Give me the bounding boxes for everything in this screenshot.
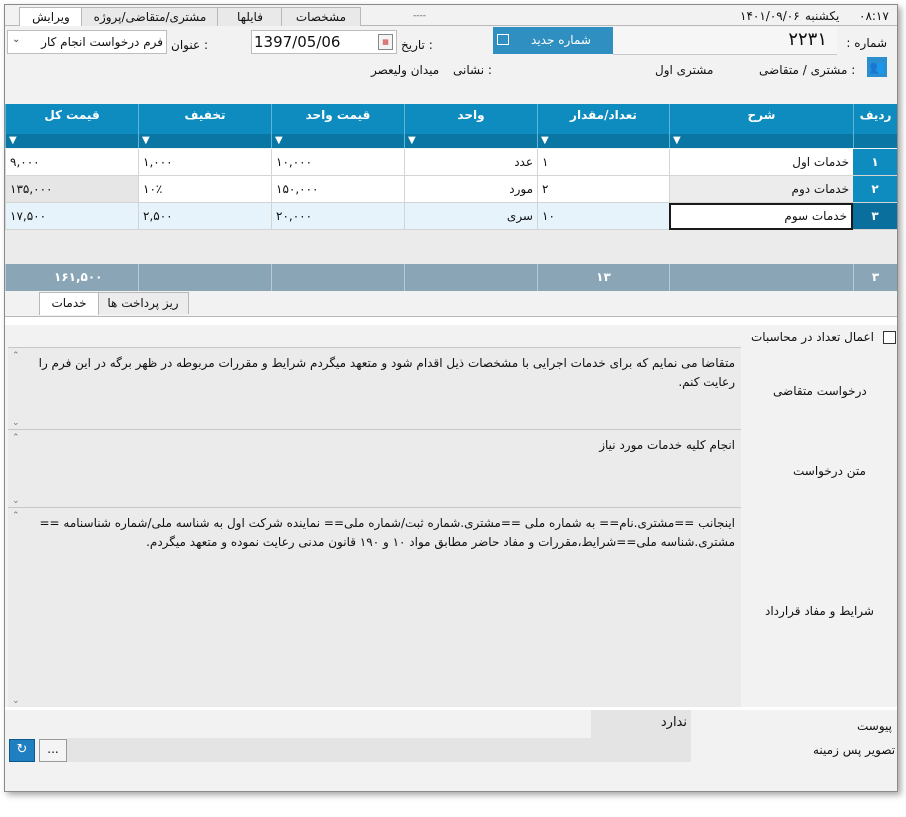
scroll-down-icon[interactable]: ⌄ bbox=[12, 496, 20, 506]
table-row[interactable] bbox=[5, 149, 897, 176]
number-value: ۲۲۳۱ bbox=[788, 29, 827, 50]
tab-strip bbox=[5, 5, 897, 26]
cell-unit[interactable]: مورد bbox=[404, 176, 537, 203]
col-header-qty[interactable]: تعداد/مقدار bbox=[537, 104, 669, 134]
col-header-unit[interactable]: واحد bbox=[404, 104, 537, 134]
new-number-button[interactable]: شماره جدید bbox=[493, 27, 613, 54]
scroll-up-icon[interactable]: ⌃ bbox=[12, 511, 20, 521]
tab-specs[interactable]: مشخصات bbox=[281, 7, 361, 26]
header-day: یکشنبه bbox=[805, 9, 840, 23]
cell-unit[interactable]: سری bbox=[404, 203, 537, 230]
row-index: ۱ bbox=[853, 149, 897, 176]
title-select[interactable] bbox=[7, 30, 167, 54]
tab-customer-project[interactable]: مشتری/متقاضی/پروژه bbox=[81, 7, 219, 26]
col-header-unit-price[interactable]: قیمت واحد bbox=[271, 104, 404, 134]
footer-count: ۳ bbox=[853, 264, 897, 291]
request-text: متقاضا می نمایم که برای خدمات اجرایی با مشخصات ذیل اقدام شود و متعهد میگردم شرایط و مقررات مربوطه در ظهر برگه در این فرم را رعایت کنم. bbox=[38, 356, 735, 389]
scroll-up-icon[interactable]: ⌃ bbox=[12, 433, 20, 443]
footer-cell bbox=[138, 264, 271, 291]
footer-qty-sum: ۱۳ bbox=[537, 264, 669, 291]
terms-label: شرایط و مفاد قرارداد bbox=[765, 604, 874, 618]
header-separator: ---- bbox=[413, 11, 426, 21]
title-value: فرم درخواست انجام کار bbox=[41, 35, 163, 49]
filter-row-cell bbox=[853, 134, 897, 148]
scroll-up-icon[interactable]: ⌃ bbox=[12, 351, 20, 361]
cell-discount[interactable]: ۱۰٪ bbox=[138, 176, 271, 203]
calculator-icon bbox=[497, 34, 509, 45]
attachment-field[interactable] bbox=[591, 710, 691, 738]
footer-cell bbox=[271, 264, 404, 291]
row-index: ۳ bbox=[853, 203, 897, 230]
filter-cell[interactable] bbox=[537, 134, 669, 148]
sub-tab-strip bbox=[5, 292, 897, 316]
scroll-down-icon[interactable]: ⌄ bbox=[12, 418, 20, 428]
attachment-value: ندارد bbox=[660, 715, 687, 730]
date-value: 1397/05/06 bbox=[254, 33, 341, 51]
filter-icon[interactable]: ▼ bbox=[673, 135, 681, 146]
tab-payment-details[interactable]: ریز پرداخت ها bbox=[97, 292, 189, 314]
request-memo[interactable] bbox=[8, 347, 741, 430]
customer-label: مشتری / متقاضی : bbox=[759, 63, 856, 77]
request-label: درخواست متقاضی bbox=[773, 384, 867, 398]
calendar-icon[interactable]: ▦ bbox=[378, 34, 393, 50]
address-value: میدان ولیعصر bbox=[371, 63, 440, 77]
form-body bbox=[5, 26, 897, 791]
background-image-label: تصویر پس زمینه bbox=[813, 743, 896, 757]
header-date: ۱۴۰۱/۰۹/۰۶ bbox=[740, 9, 800, 23]
header-time: ۰۸:۱۷ bbox=[859, 9, 889, 23]
cell-qty[interactable]: ۲ bbox=[537, 176, 669, 203]
body-text: انجام کلیه خدمات مورد نیاز bbox=[599, 438, 735, 452]
filter-cell[interactable] bbox=[669, 134, 853, 148]
customer-group-icon[interactable]: 👥 bbox=[867, 57, 887, 77]
attachment-divider bbox=[5, 707, 897, 710]
cell-qty[interactable]: ۱۰ bbox=[537, 203, 669, 230]
grid-empty-area bbox=[5, 230, 897, 264]
tab-edit[interactable]: ویرایش bbox=[19, 7, 83, 27]
tab-files[interactable]: فایلها bbox=[217, 7, 283, 26]
chevron-down-icon[interactable]: ⌄ bbox=[12, 34, 21, 45]
attachment-label: پیوست bbox=[857, 719, 892, 733]
browse-button[interactable]: ... bbox=[39, 739, 67, 762]
background-image-field[interactable] bbox=[67, 738, 691, 762]
row-index: ۲ bbox=[853, 176, 897, 203]
col-header-discount[interactable]: تخفیف bbox=[138, 104, 271, 134]
filter-icon[interactable]: ▼ bbox=[408, 135, 416, 146]
apply-qty-checkbox[interactable] bbox=[883, 331, 896, 344]
number-field[interactable] bbox=[613, 27, 837, 55]
cell-total[interactable]: ۹,۰۰۰ bbox=[5, 149, 138, 176]
scroll-down-icon[interactable]: ⌄ bbox=[12, 696, 20, 706]
filter-icon[interactable]: ▼ bbox=[142, 135, 150, 146]
filter-cell[interactable] bbox=[404, 134, 537, 148]
cell-total[interactable]: ۱۷,۵۰۰ bbox=[5, 203, 138, 230]
cell-unit[interactable]: عدد bbox=[404, 149, 537, 176]
tab-services[interactable]: خدمات bbox=[39, 292, 99, 315]
cell-discount[interactable]: ۱,۰۰۰ bbox=[138, 149, 271, 176]
refresh-icon[interactable]: ↻ bbox=[9, 739, 35, 762]
footer-cell bbox=[669, 264, 853, 291]
sub-tab-divider bbox=[5, 316, 897, 325]
cell-unit-price[interactable]: ۱۵۰,۰۰۰ bbox=[271, 176, 404, 203]
terms-text: اینجانب ==مشتری.نام== به شماره ملی ==مشتری.شماره ثبت/شماره ملی== نماینده شرکت اول به شناسه ملی/شماره شناسنامه == مشتری.شناسه ملی==شرایط،مقررات و مفاد حاضر مطابق مواد ۱۰ و ۱۹۰ قانون مدنی رعایت نموده و متعهد میگردم. bbox=[39, 516, 735, 549]
number-label: شماره : bbox=[846, 36, 887, 50]
col-header-row[interactable]: ردیف bbox=[853, 104, 897, 134]
cell-unit-price[interactable]: ۱۰,۰۰۰ bbox=[271, 149, 404, 176]
body-label: متن درخواست bbox=[793, 464, 866, 478]
title-label: عنوان : bbox=[171, 38, 208, 52]
date-field[interactable] bbox=[251, 30, 397, 54]
col-header-desc[interactable]: شرح bbox=[669, 104, 853, 134]
cell-desc[interactable]: خدمات اول bbox=[669, 149, 853, 176]
cell-unit-price[interactable]: ۲۰,۰۰۰ bbox=[271, 203, 404, 230]
form-window bbox=[4, 4, 898, 792]
table-row[interactable] bbox=[5, 176, 897, 203]
col-header-total[interactable]: قیمت کل bbox=[5, 104, 138, 134]
footer-cell bbox=[404, 264, 537, 291]
cell-desc[interactable]: خدمات سوم bbox=[669, 203, 853, 230]
body-memo[interactable] bbox=[8, 429, 741, 508]
cell-qty[interactable]: ۱ bbox=[537, 149, 669, 176]
date-label: تاریخ : bbox=[401, 38, 433, 52]
cell-discount[interactable]: ۲,۵۰۰ bbox=[138, 203, 271, 230]
address-label: نشانی : bbox=[453, 63, 492, 77]
filter-cell[interactable] bbox=[5, 134, 138, 148]
terms-memo[interactable] bbox=[8, 507, 741, 708]
filter-cell[interactable] bbox=[138, 134, 271, 148]
filter-icon[interactable]: ▼ bbox=[275, 135, 283, 146]
apply-qty-label: اعمال تعداد در محاسبات bbox=[751, 330, 874, 344]
filter-icon[interactable]: ▼ bbox=[541, 135, 549, 146]
table-row-selected[interactable] bbox=[5, 203, 897, 230]
cell-total[interactable]: ۱۳۵,۰۰۰ bbox=[5, 176, 138, 203]
cell-desc[interactable]: خدمات دوم bbox=[669, 176, 853, 203]
footer-total-sum: ۱۶۱,۵۰۰ bbox=[5, 264, 138, 291]
filter-icon[interactable]: ▼ bbox=[9, 135, 17, 146]
customer-value: مشتری اول bbox=[655, 63, 714, 77]
filter-cell[interactable] bbox=[271, 134, 404, 148]
